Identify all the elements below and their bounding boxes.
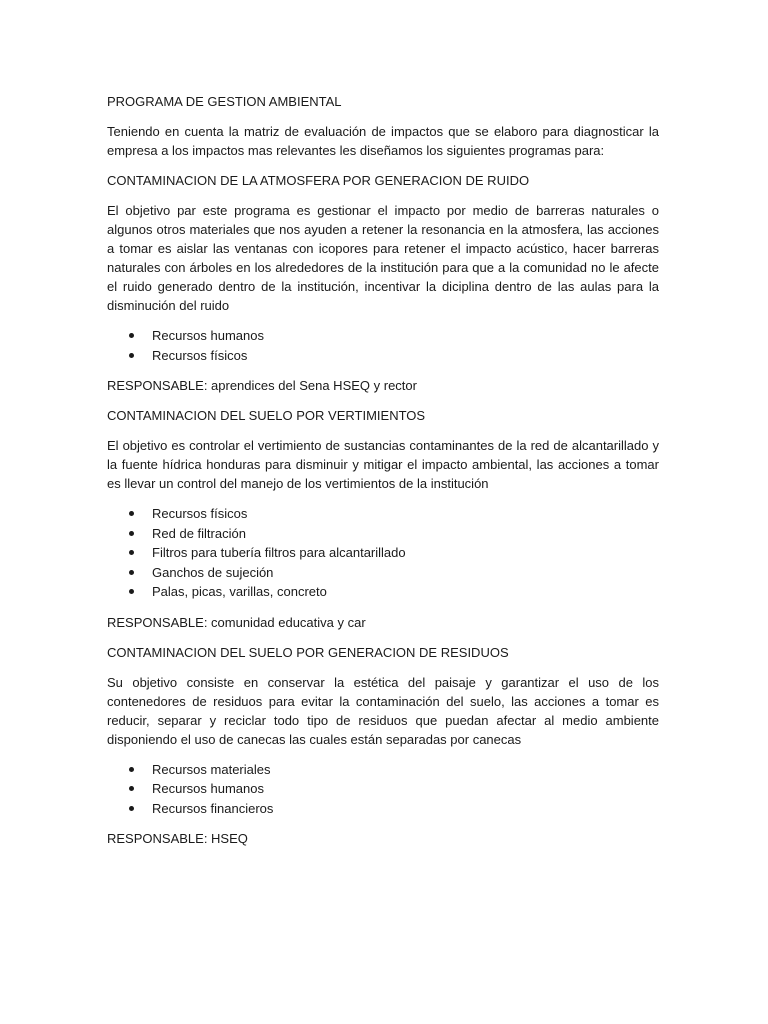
resource-label: Recursos físicos	[152, 347, 248, 363]
resource-label: Recursos financieros	[152, 800, 274, 816]
bullet-icon	[129, 531, 134, 536]
resource-item	[107, 779, 659, 799]
document-page	[107, 92, 659, 859]
resource-item	[107, 504, 659, 524]
resource-item	[107, 760, 659, 780]
resource-item	[107, 326, 659, 346]
bullet-icon	[129, 570, 134, 575]
bullet-icon	[129, 767, 134, 772]
resources-list	[107, 504, 659, 602]
resource-label: Recursos físicos	[152, 506, 248, 521]
bullet-icon	[129, 589, 134, 594]
resource-label: Recursos materiales	[152, 761, 271, 777]
resource-label: Recursos humanos	[152, 781, 264, 796]
bullet-icon	[129, 511, 134, 516]
resources-list	[107, 326, 659, 365]
section-waste	[107, 643, 659, 849]
resource-item	[107, 563, 659, 583]
responsible-line: RESPONSABLE: HSEQ	[107, 831, 248, 846]
section-heading: CONTAMINACION DE LA ATMOSFERA POR GENERACION DE RUIDO	[107, 173, 530, 188]
section-noise	[107, 171, 659, 395]
resource-label: Filtros para tubería filtros para alcantarillado	[152, 545, 406, 560]
responsible-line: RESPONSABLE: aprendices del Sena HSEQ y rector	[107, 378, 417, 393]
resource-item	[107, 543, 659, 563]
resource-item	[107, 524, 659, 544]
bullet-icon	[129, 806, 134, 811]
section-discharge	[107, 406, 659, 632]
resource-label: Ganchos de sujeción	[152, 564, 274, 580]
resource-item	[107, 582, 659, 602]
resources-list	[107, 760, 659, 819]
bullet-icon	[129, 550, 134, 555]
bullet-icon	[129, 333, 134, 338]
intro-paragraph: Teniendo en cuenta la matriz de evaluación de impactos que se elaboro para diagnosticar la empresa a los impactos mas relevantes les diseñamos los siguientes programas para:	[107, 124, 659, 158]
section-body: El objetivo par este programa es gestionar el impacto por medio de barreras naturales o algunos otros materiales que nos ayuden a retener la resonancia en la atmosfera, las acciones a tomar es aislar las ventanas con icopores para retener el impacto acústico, hacer barreras naturales con árboles en los alrededores de la institución para que a la comunidad no le afecte el ruido generado dentro de la institución, incentivar la diciplina dentro de las aulas para la disminución del ruido	[107, 203, 659, 313]
section-heading: CONTAMINACION DEL SUELO POR GENERACION DE RESIDUOS	[107, 644, 509, 660]
resource-label: Red de filtración	[152, 525, 246, 541]
bullet-icon	[129, 353, 134, 358]
responsible-line: RESPONSABLE: comunidad educativa y car	[107, 614, 366, 630]
document-title: PROGRAMA DE GESTION AMBIENTAL	[107, 94, 342, 109]
bullet-icon	[129, 786, 134, 791]
section-body: Su objetivo consiste en conservar la estética del paisaje y garantizar el uso de los contenedores de residuos para evitar la contaminación del suelo, las acciones a tomar es reducir, separar y reciclar todo tipo de residuos que puedan afectar al medio ambiente disponiendo el uso de canecas las cuales están separadas por canecas	[107, 674, 659, 747]
section-heading: CONTAMINACION DEL SUELO POR VERTIMIENTOS	[107, 408, 426, 423]
resource-label: Palas, picas, varillas, concreto	[152, 584, 327, 599]
resource-item	[107, 799, 659, 819]
resource-item	[107, 346, 659, 366]
resource-label: Recursos humanos	[152, 328, 264, 343]
section-body: El objetivo es controlar el vertimiento de sustancias contaminantes de la red de alcantarillado y la fuente hídrica honduras para disminuir y mitigar el impacto ambiental, las acciones a tomar es llevar un control del manejo de los vertimientos de la institución	[107, 438, 659, 491]
